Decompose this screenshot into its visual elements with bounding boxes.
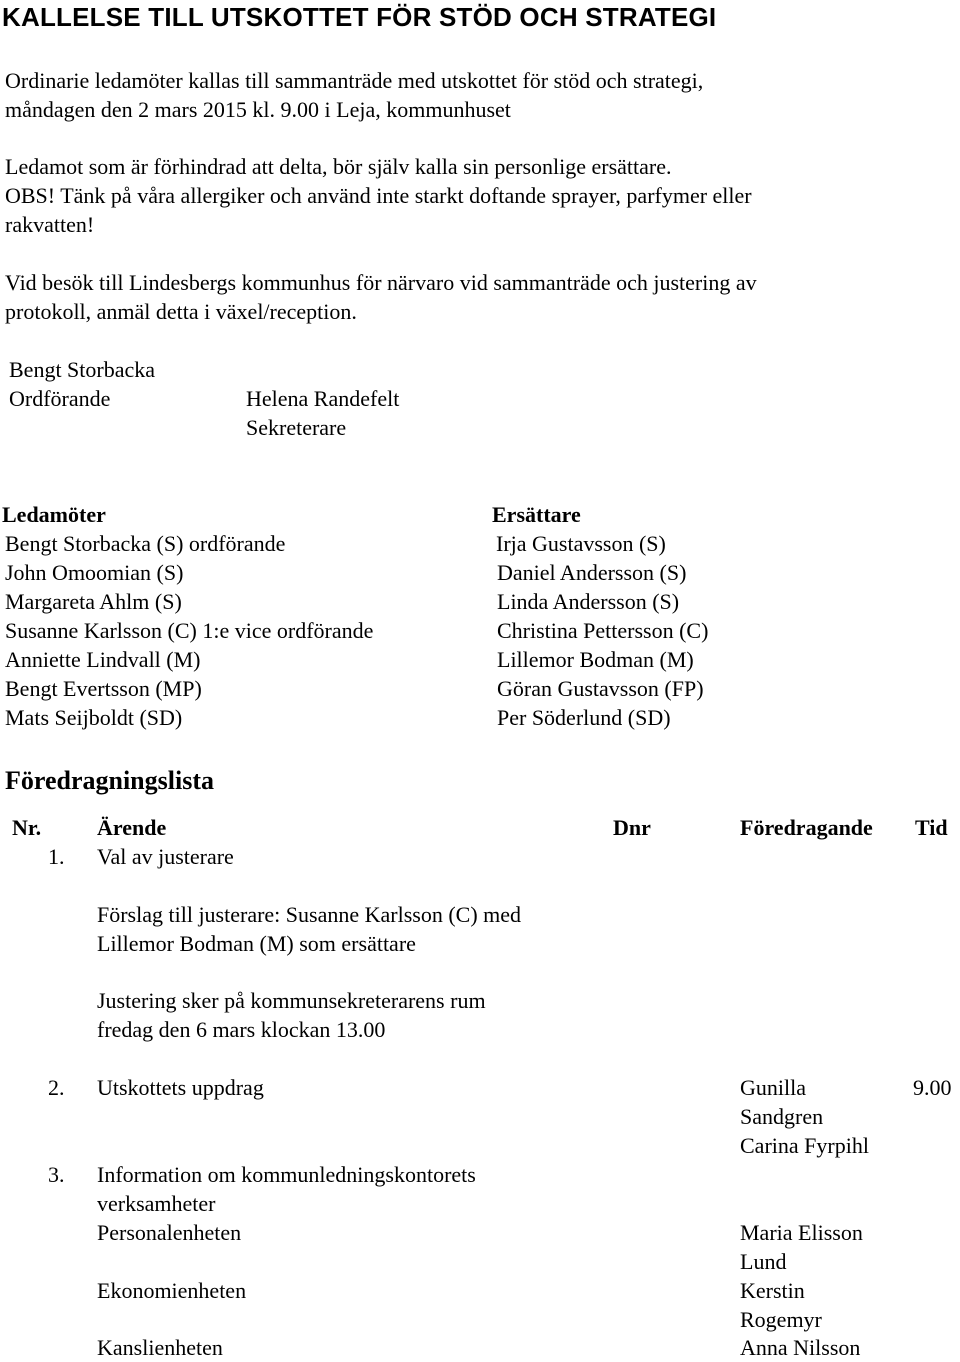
agenda-item-text: Justering sker på kommunsekreterarens rum bbox=[97, 988, 486, 1013]
agenda-item-nr: 2. bbox=[48, 1075, 65, 1100]
agenda-subitem: Personalenheten bbox=[97, 1220, 242, 1245]
intro-line: Ordinarie ledamöter kallas till sammanträde med utskottet för stöd och strategi, bbox=[5, 68, 704, 93]
agenda-col-nr: Nr. bbox=[12, 815, 42, 840]
agenda-item-text: Förslag till justerare: Susanne Karlsson (C) med bbox=[97, 902, 522, 927]
intro-line: måndagen den 2 mars 2015 kl. 9.00 i Leja, kommunhuset bbox=[5, 97, 511, 122]
intro-line: Ledamot som är förhindrad att delta, bör själv kalla sin personlige ersättare. bbox=[5, 154, 672, 179]
agenda-heading: Föredragningslista bbox=[5, 766, 214, 795]
member-item: Bengt Storbacka (S) ordförande bbox=[5, 531, 286, 556]
substitute-item: Lillemor Bodman (M) bbox=[497, 647, 694, 672]
agenda-subitem: Kanslienheten bbox=[97, 1335, 223, 1360]
agenda-col-foredragande: Föredragande bbox=[740, 815, 873, 840]
agenda-col-dnr: Dnr bbox=[613, 815, 651, 840]
visit-line: protokoll, anmäl detta i växel/reception. bbox=[5, 299, 357, 324]
substitute-item: Irja Gustavsson (S) bbox=[496, 531, 666, 556]
agenda-col-arende: Ärende bbox=[97, 815, 167, 840]
chair-role: Ordförande bbox=[9, 386, 111, 411]
member-item: Bengt Evertsson (MP) bbox=[5, 676, 202, 701]
ersattare-heading: Ersättare bbox=[492, 502, 581, 527]
obs-line: OBS! Tänk på våra allergiker och använd inte starkt doftande sprayer, parfymer eller bbox=[5, 183, 752, 208]
substitute-item: Per Söderlund (SD) bbox=[497, 705, 671, 730]
agenda-item-text: fredag den 6 mars klockan 13.00 bbox=[97, 1017, 386, 1042]
member-item: Mats Seijboldt (SD) bbox=[5, 705, 183, 730]
agenda-item-presenter: Sandgren bbox=[740, 1104, 824, 1129]
substitute-item: Linda Andersson (S) bbox=[497, 589, 680, 614]
member-item: Margareta Ahlm (S) bbox=[5, 589, 182, 614]
agenda-col-tid: Tid bbox=[915, 815, 948, 840]
agenda-item-presenter: Rogemyr bbox=[740, 1307, 822, 1332]
visit-line: Vid besök till Lindesbergs kommunhus för närvaro vid sammanträde och justering av bbox=[5, 270, 757, 295]
agenda-item-nr: 3. bbox=[48, 1162, 65, 1187]
agenda-item-presenter: Kerstin bbox=[740, 1278, 805, 1303]
agenda-item-title: Utskottets uppdrag bbox=[97, 1075, 264, 1100]
member-item: Susanne Karlsson (C) 1:e vice ordförande bbox=[5, 618, 374, 643]
secretary-role: Sekreterare bbox=[246, 415, 347, 440]
agenda-item-presenter: Maria Elisson bbox=[740, 1220, 863, 1245]
substitute-item: Christina Pettersson (C) bbox=[497, 618, 709, 643]
agenda-item-nr: 1. bbox=[48, 844, 65, 869]
agenda-item-title: Information om kommunledningskontorets bbox=[97, 1162, 476, 1187]
agenda-item-text: Lillemor Bodman (M) som ersättare bbox=[97, 931, 416, 956]
member-item: John Omoomian (S) bbox=[5, 560, 184, 585]
agenda-subitem: Ekonomienheten bbox=[97, 1278, 247, 1303]
chair-name: Bengt Storbacka bbox=[9, 357, 156, 382]
agenda-item-presenter: Carina Fyrpihl bbox=[740, 1133, 869, 1158]
obs-line: rakvatten! bbox=[5, 212, 95, 237]
agenda-item-presenter: Lund bbox=[740, 1249, 787, 1274]
substitute-item: Göran Gustavsson (FP) bbox=[497, 676, 704, 701]
member-item: Anniette Lindvall (M) bbox=[5, 647, 201, 672]
secretary-name: Helena Randefelt bbox=[246, 386, 400, 411]
substitute-item: Daniel Andersson (S) bbox=[497, 560, 687, 585]
page-title: KALLELSE TILL UTSKOTTET FÖR STÖD OCH STRATEGI bbox=[2, 2, 717, 32]
agenda-item-title: verksamheter bbox=[97, 1191, 216, 1216]
agenda-item-time: 9.00 bbox=[913, 1075, 952, 1100]
agenda-item-presenter: Anna Nilsson bbox=[740, 1335, 861, 1360]
agenda-item-presenter: Gunilla bbox=[740, 1075, 806, 1100]
ledamoter-heading: Ledamöter bbox=[2, 502, 106, 527]
agenda-item-title: Val av justerare bbox=[97, 844, 234, 869]
